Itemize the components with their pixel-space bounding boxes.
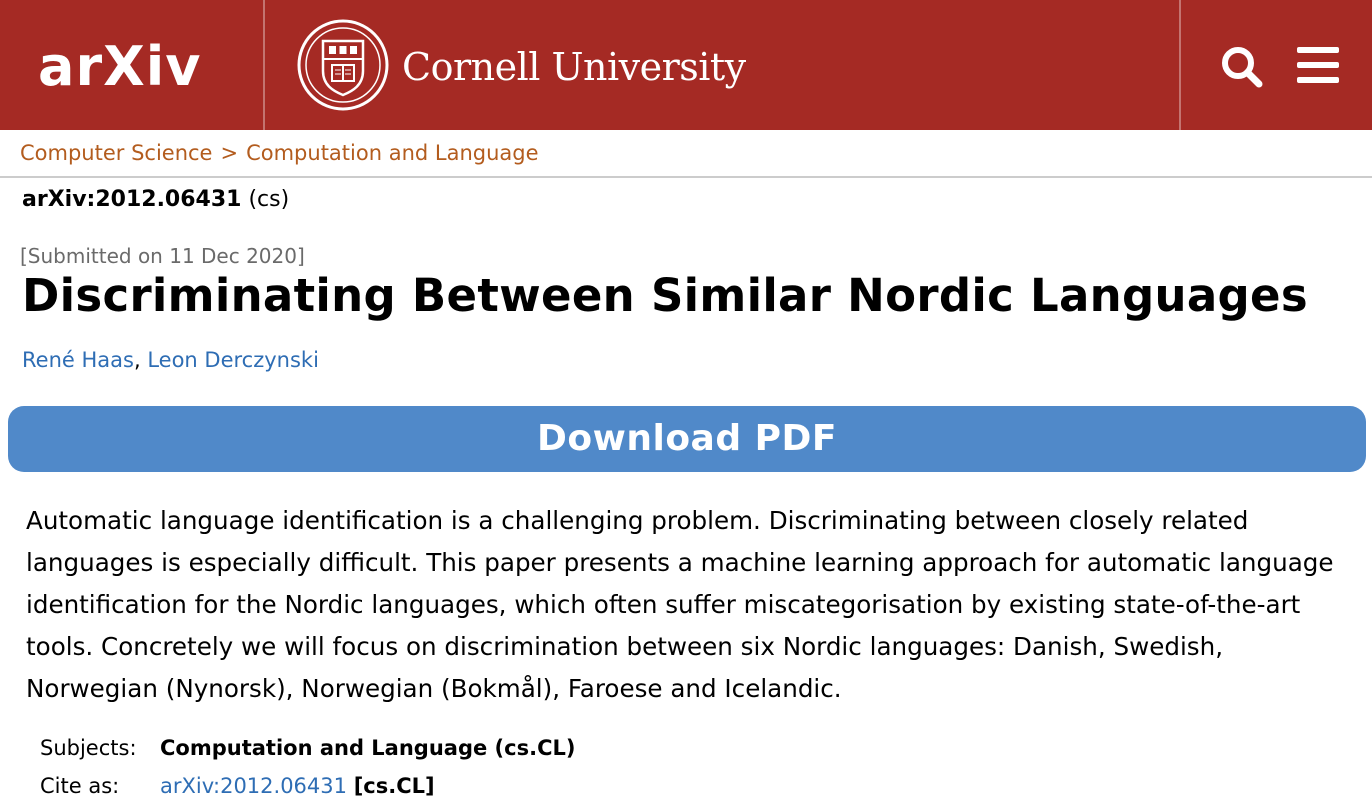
hamburger-menu-icon[interactable] — [1297, 45, 1339, 85]
author-separator: , — [133, 348, 141, 372]
cite-as-label: Cite as: — [40, 774, 120, 798]
institution-name[interactable]: Cornell University — [402, 45, 746, 89]
submission-date: [Submitted on 11 Dec 2020] — [20, 244, 305, 268]
breadcrumb-separator: > — [220, 141, 239, 165]
header-divider — [263, 0, 265, 130]
breadcrumb-computer-science[interactable]: Computer Science — [20, 141, 213, 165]
subjects-label: Subjects: — [40, 736, 137, 760]
subjects-row — [40, 736, 576, 760]
header-divider — [1179, 0, 1181, 130]
cite-as-row — [40, 774, 435, 798]
abstract-text: Automatic language identification is a challenging problem. Discriminating between closely related languages is especially difficult. This paper presents a machine learning approach for automatic language identification for the Nordic languages, which often suffer miscategorisation by existing state-of-the-art tools. Concretely we will focus on discrimination between six Nordic languages: Danish, Swedish, Norwegian (Nynorsk), Norwegian (Bokmål), Faroese and Icelandic. — [26, 506, 1334, 703]
arxiv-logo[interactable]: arXiv — [38, 35, 202, 98]
author-link[interactable]: Leon Derczynski — [147, 348, 319, 372]
paper-title: Discriminating Between Similar Nordic Languages — [22, 269, 1308, 322]
cornell-seal-icon[interactable] — [297, 19, 389, 111]
cite-arxiv-link[interactable]: arXiv:2012.06431 — [160, 774, 348, 798]
breadcrumb-trail — [20, 141, 539, 165]
author-list — [22, 348, 319, 372]
breadcrumb — [0, 130, 1372, 178]
author-link[interactable]: René Haas — [22, 348, 134, 372]
cite-category: [cs.CL] — [353, 774, 435, 798]
breadcrumb-computation-and-language[interactable]: Computation and Language — [246, 141, 539, 165]
site-header — [0, 0, 1372, 130]
search-icon[interactable] — [1220, 45, 1264, 89]
paper-id-line — [22, 187, 289, 212]
paper-id-category: (cs) — [248, 187, 290, 212]
download-pdf-button[interactable]: Download PDF — [8, 406, 1366, 472]
subjects-value: Computation and Language (cs.CL) — [160, 736, 576, 760]
paper-id: arXiv:2012.06431 — [22, 187, 242, 212]
